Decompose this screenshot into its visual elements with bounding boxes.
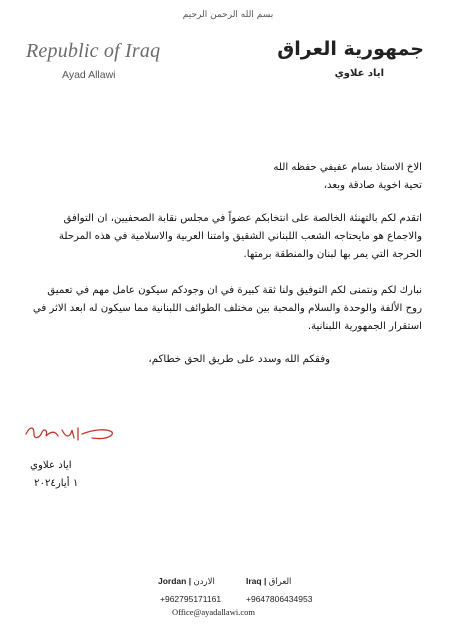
- email-address[interactable]: Office@ayadallawi.com: [172, 607, 255, 617]
- jordan-label-ar: الاردن: [193, 576, 215, 586]
- footer-iraq-label: [246, 576, 291, 587]
- footer-jordan-label: [158, 576, 215, 587]
- paragraph-congratulations: اتقدم لكم بالتهنئة الخالصة على انتخابكم عضواً في مجلس نقابة الصحفيين، ان التوافق والاجماع هو مايحتاجه الشعب اللبناني الشقيق وامتنا العربية والاسلامية في هذه المرحلة الحرجة التي يمر بها لبنان والمنطقة برمتها.: [58, 213, 422, 260]
- basmala-header: بسم الله الرحمن الرحيم: [182, 10, 274, 20]
- handwritten-signature: [22, 420, 114, 446]
- footer-separator: |: [188, 576, 194, 586]
- closing-line: وفقكم الله وسدد على طريق الحق خطاكم،: [148, 354, 330, 365]
- jordan-label-en: Jordan: [158, 576, 187, 586]
- jordan-phone: +962795171161: [160, 594, 222, 604]
- recipient-line: الاخ الاستاذ بسام عفيفي حفظه الله: [273, 162, 422, 173]
- letter-date: ١ أيار٢٠٢٤: [34, 478, 79, 489]
- paragraph-wishes: نبارك لكم ونتمنى لكم التوفيق ولنا ثقة كبيرة في ان وجودكم سيكون عامل مهم في تعميق روح الألفة والوحدة والسلام والمحبة بين مختلف الطوائف اللبنانية مما سيكون له ابعد الاثر في استقرار الجمهورية اللبنانية.: [32, 285, 422, 332]
- iraq-phone: +9647806434953: [246, 594, 313, 604]
- republic-title-arabic: جمهورية العراق: [277, 38, 424, 60]
- iraq-label-en: Iraq: [246, 576, 262, 586]
- iraq-label-ar: العراق: [268, 576, 292, 586]
- footer-separator: |: [263, 576, 269, 586]
- greeting-line: تحية اخوية صادقة وبعد،: [323, 180, 422, 191]
- sender-name-arabic: اياد علاوي: [334, 68, 384, 79]
- sender-name-english: Ayad Allawi: [62, 69, 116, 81]
- republic-title-english: Republic of Iraq: [26, 40, 161, 62]
- signature-name: اياد علاوي: [30, 460, 72, 471]
